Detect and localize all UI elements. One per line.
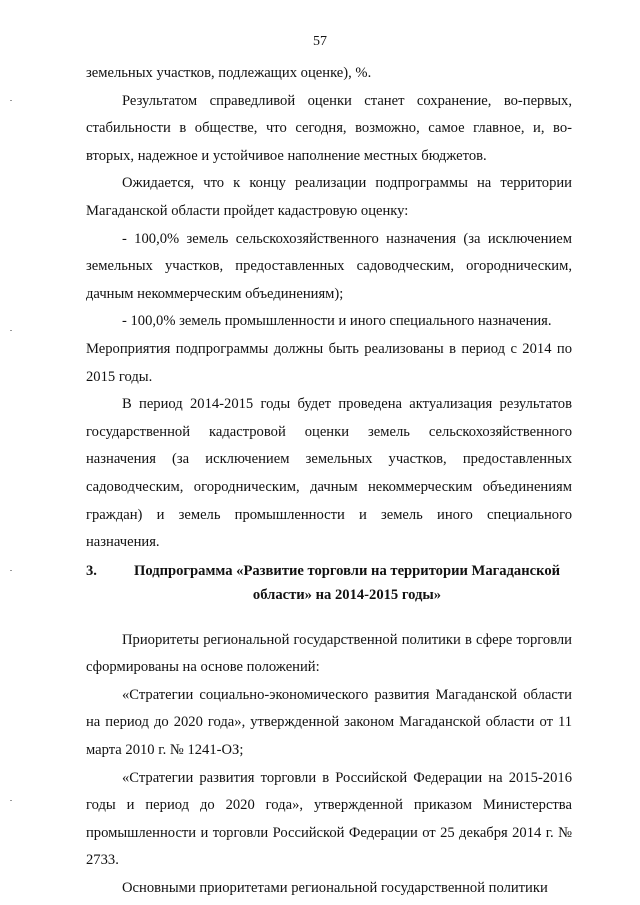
paragraph: В период 2014-2015 годы будет проведена актуализация результатов государственной кадастровой оценки земель сельскохозяйственного назначения (за исключением земельных участков, предоставленных садоводческим, огородническим, дачным некоммерческим объединениям граждан) и земель промышленности и земель иного специального назначения.: [86, 396, 572, 551]
paragraphs-before-section: [86, 60, 572, 557]
scan-margin-mark: [10, 100, 12, 101]
paragraph: Мероприятия подпрограммы должны быть реализованы в период с 2014 по 2015 годы.: [86, 340, 572, 385]
paragraph: - 100,0% земель промышленности и иного специального назначения.: [122, 313, 552, 330]
paragraph: «Стратегии социально-экономического развития Магаданской области на период до 2020 года», утвержденной законом Магаданской области от 11 марта 2010 г. № 1241-ОЗ;: [86, 686, 572, 759]
section-heading: [86, 559, 572, 607]
paragraph: Результатом справедливой оценки станет сохранение, во-первых, стабильности в обществе, что сегодня, возможно, самое главное, и, во-вторых, надежное и устойчивое наполнение местных бюджетов.: [86, 92, 572, 164]
document-body: [86, 60, 572, 903]
scan-margin-mark: [10, 800, 12, 801]
paragraph: Приоритеты региональной государственной политики в сфере торговли сформированы на основе положений:: [86, 631, 572, 676]
paragraph: земельных участков, подлежащих оценке), %.: [86, 65, 372, 81]
section-title: Подпрограмма «Развитие торговли на территории Магаданской области» на 2014-2015 годы»: [133, 562, 561, 603]
scan-margin-mark: [10, 330, 12, 331]
section-number: 3.: [86, 562, 97, 579]
paragraph: «Стратегии развития торговли в Российской Федерации на 2015-2016 годы и период до 2020 года», утвержденной приказом Министерства промышленности и торговли Российской Федерации от 25 декабря 2014 г. № 2733.: [86, 769, 572, 869]
paragraphs-after-section: [86, 627, 572, 903]
paragraph: Основными приоритетами региональной государственной политики: [122, 880, 548, 897]
scan-margin-mark: [10, 570, 12, 571]
paragraph: Ожидается, что к концу реализации подпрограммы на территории Магаданской области пройдет кадастровую оценку:: [86, 175, 572, 219]
paragraph: - 100,0% земель сельскохозяйственного назначения (за исключением земельных участков, предоставленных садоводческим, огородническим, дачным некоммерческим объединениям);: [86, 230, 572, 302]
page-number: 57: [313, 34, 327, 49]
